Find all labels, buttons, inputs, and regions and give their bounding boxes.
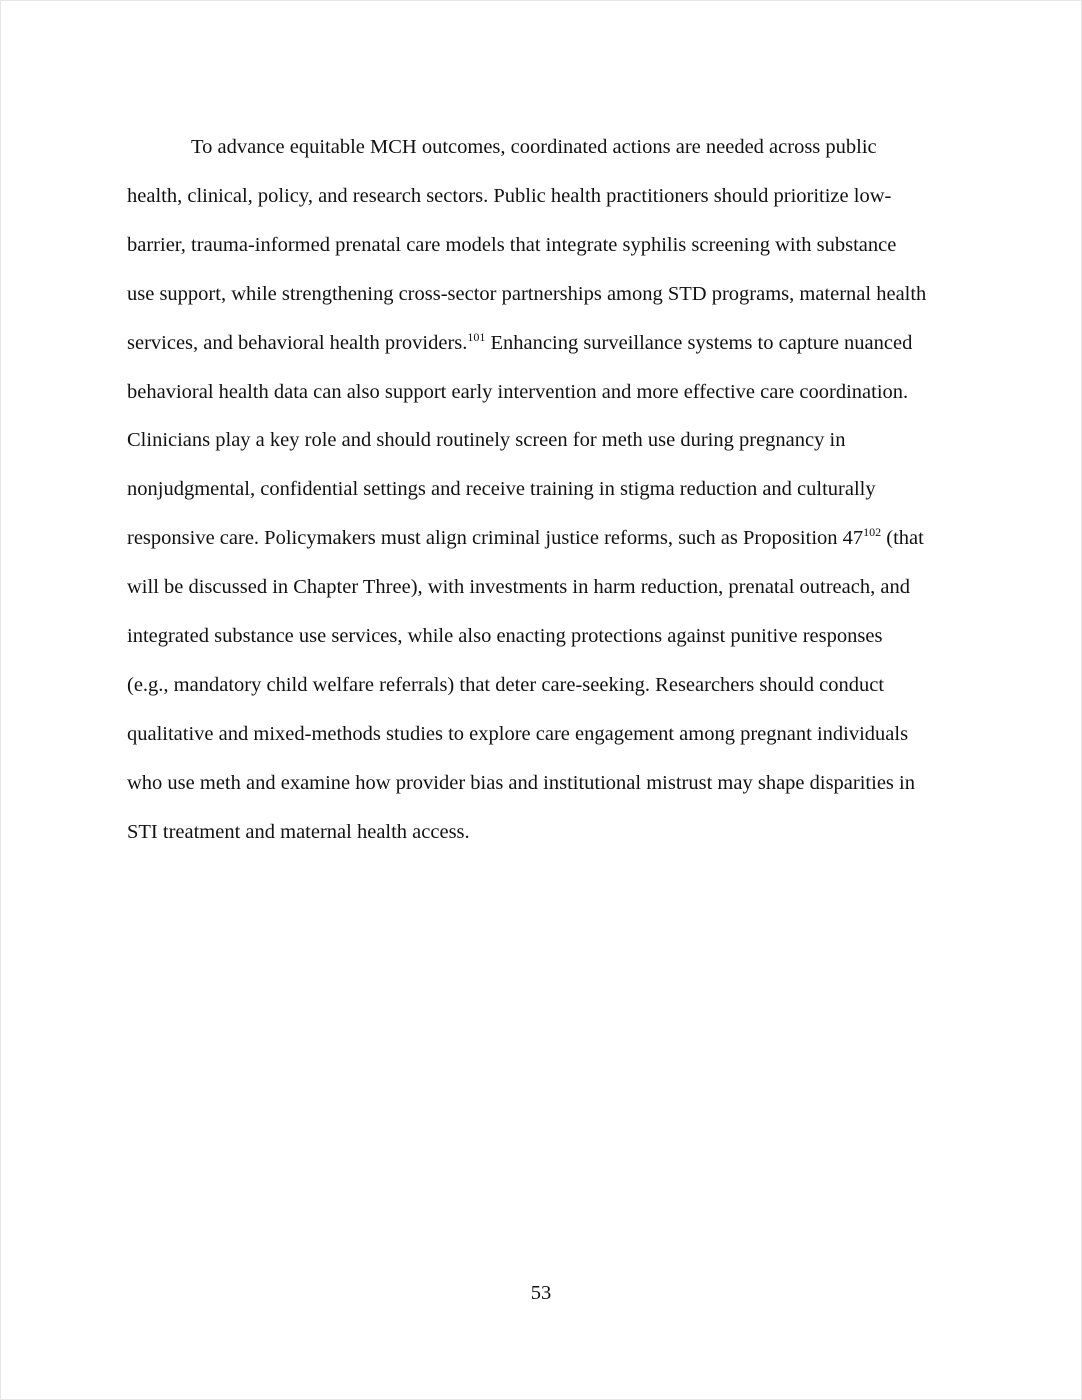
text-line: will be discussed in Chapter Three), with investments in harm reduction, prenatal outreach, and bbox=[127, 576, 910, 599]
text-line: STI treatment and maternal health access. bbox=[127, 820, 470, 843]
text-line: behavioral health data can also support early intervention and more effective care coordination. bbox=[127, 380, 909, 403]
text-line: Clinicians play a key role and should routinely screen for meth use during pregnancy in bbox=[127, 429, 846, 452]
text-line bbox=[127, 514, 957, 563]
text-line: integrated substance use services, while also enacting protections against punitive responses bbox=[127, 625, 883, 648]
text-line: (e.g., mandatory child welfare referrals) that deter care-seeking. Researchers should conduct bbox=[127, 673, 885, 696]
text-line: To advance equitable MCH outcomes, coordinated actions are needed across public bbox=[191, 136, 877, 158]
text-line: use support, while strengthening cross-sector partnerships among STD programs, maternal health bbox=[127, 282, 927, 305]
text-line: qualitative and mixed-methods studies to explore care engagement among pregnant individuals bbox=[127, 722, 909, 745]
text-segment: responsive care. Policymakers must align criminal justice reforms, such as Proposition 47 bbox=[127, 527, 864, 550]
page-number: 53 bbox=[530, 1282, 552, 1304]
footnote-ref-102: 102 bbox=[863, 525, 882, 540]
text-line: who use meth and examine how provider bias and institutional mistrust may shape disparities in bbox=[127, 771, 915, 794]
text-line: nonjudgmental, confidential settings and receive training in stigma reduction and culturally bbox=[127, 478, 876, 501]
text-line: health, clinical, policy, and research sectors. Public health practitioners should prioritize low- bbox=[127, 184, 892, 207]
text-line: barrier, trauma-informed prenatal care models that integrate syphilis screening with substance bbox=[127, 233, 897, 256]
text-segment: Enhancing surveillance systems to capture nuanced bbox=[490, 331, 913, 354]
body-paragraph bbox=[127, 123, 957, 857]
text-segment: (that bbox=[886, 527, 924, 550]
footnote-ref-101: 101 bbox=[467, 329, 486, 344]
text-line bbox=[127, 319, 957, 368]
text-segment: services, and behavioral health providers. bbox=[127, 331, 468, 354]
